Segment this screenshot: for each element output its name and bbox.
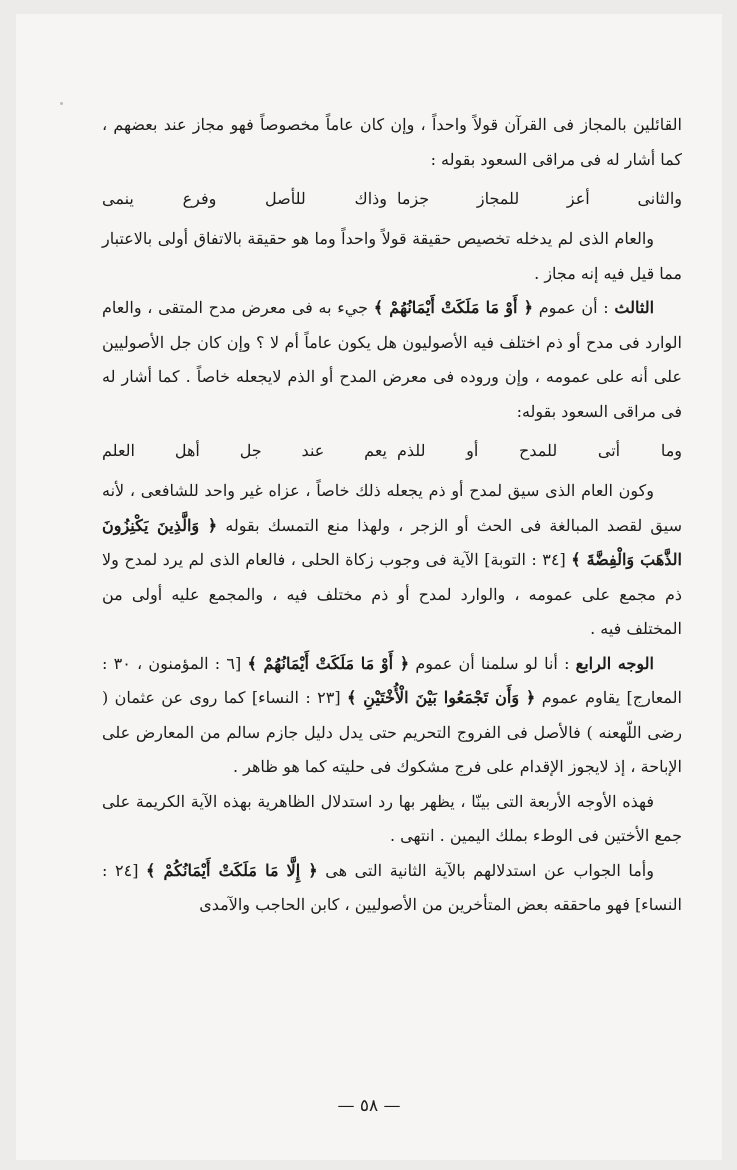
section-heading-third: الثالث [614, 298, 655, 317]
paragraph-7-text-a: وأما الجواب عن استدلالهم بالآية الثانية التى هى [325, 860, 654, 880]
quran-quote: ﴿ أَوْ مَا مَلَكَتْ أَيْمَانُهُمْ ﴾ [247, 653, 410, 673]
verse-2-first-hemistich: وما أتى للمدح أو للذم [397, 441, 682, 460]
paragraph-3-text-b: جيء به فى معرض مدح المتقى ، والعام الوارد فى مدح أو ذم اختلف فيه الأصوليون هل يكون عاماً أم لا ؟ وإن كان جل الأصوليين على أنه على عمومه ، وإن وروده فى معرض المدح أو الذم لايجعله خاصاً . كما أشار له فى مراقى السعود بقوله: [102, 298, 682, 421]
paragraph-6: فهذه الأوجه الأربعة التى بينّا ، يظهر بها رد استدلال الظاهرية بهذه الآية الكريمة على جمع الأختين فى الوطء بملك اليمين . انتهى . [102, 791, 682, 845]
verse-2-second-hemistich: يعم عند جل أهل العلم [102, 441, 387, 460]
paragraph-3-text-a: : أن عموم [538, 298, 609, 317]
page-body [102, 108, 682, 923]
book-page [16, 14, 722, 1160]
paragraph-1: القائلين بالمجاز فى القرآن قولاً واحداً ، وإن كان عاماً مخصوصاً فهو مجاز عند بعضهم ، كما أشار له فى مراقى السعود بقوله : [102, 115, 682, 169]
page-number: — ٥٨ — [337, 1096, 401, 1116]
paragraph-5 [102, 647, 682, 785]
quran-quote: ﴿ أَوْ مَا مَلَكَتْ أَيْمَانُهُمْ ﴾ [373, 298, 533, 317]
quran-quote: ﴿ وَأَن تَجْمَعُوا بَيْنَ الْأُخْتَيْنِ ﴾ [347, 688, 536, 707]
section-heading-fourth: الوجه الرابع [575, 653, 654, 673]
paragraph-4 [102, 474, 682, 647]
verse-1-first-hemistich: والثانى أعز للمجاز جزما [397, 189, 682, 208]
paragraph-3 [102, 291, 682, 429]
scan-speck [60, 102, 63, 105]
verse-1 [102, 182, 682, 216]
paragraph-5-text-a: : أنا لو سلمنا أن عموم [415, 653, 570, 673]
paragraph-5-text-c: [٢٣ : النساء] كما روى عن عثمان ( رضى اللّهعنه ) فالأصل فى الفروج التحريم حتى يدل دليل جازم سالم من المعارض على الإباحة ، إذ لايجوز الإقدام على فرج مشكوك فى حليته كما هو ظاهر . [102, 688, 682, 776]
paragraph-2: والعام الذى لم يدخله تخصيص حقيقة قولاً واحداً وما هو حقيقة بالاتفاق أولى بالاعتبار مما قيل فيه إنه مجاز . [102, 229, 682, 283]
quran-quote: ﴿ إِلَّا مَا مَلَكَتْ أَيْمَانُكُمْ ﴾ [146, 860, 318, 880]
paragraph-7-text-b: [٢٤ : النساء] فهو ماحققه بعض المتأخرين من الأصوليين ، كابن الحاجب والآمدى [102, 860, 682, 914]
verse-2 [102, 434, 682, 468]
paragraph-5-text-b: [٦ : المؤمنون ، ٣٠ : المعارج] يقاوم عموم [102, 653, 682, 707]
paragraph-7 [102, 854, 682, 923]
verse-1-second-hemistich: وذاك للأصل وفرع ينمى [102, 189, 387, 208]
paragraph-4-text-a: وكون العام الذى سيق لمدح أو ذم يجعله ذلك خاصاً ، عزاه غير واحد للشافعى ، لأنه سيق لقصد المبالغة فى الحث أو الزجر ، ولهذا منع التمسك بقوله [102, 481, 682, 535]
quran-quote: ﴿ وَالَّذِينَ يَكْنِزُونَ الذَّهَبَ وَالْفِضَّةَ ﴾ [102, 515, 683, 569]
paragraph-4-text-b: [٣٤ : التوبة] الآية فى وجوب زكاة الحلى ، فالعام الذى لم يرد لمدح ولا ذم مجمع على عمومه ، والوارد لمدح أو ذم مختلف فيه ، والمجمع عليه أولى من المختلف فيه . [102, 550, 683, 638]
